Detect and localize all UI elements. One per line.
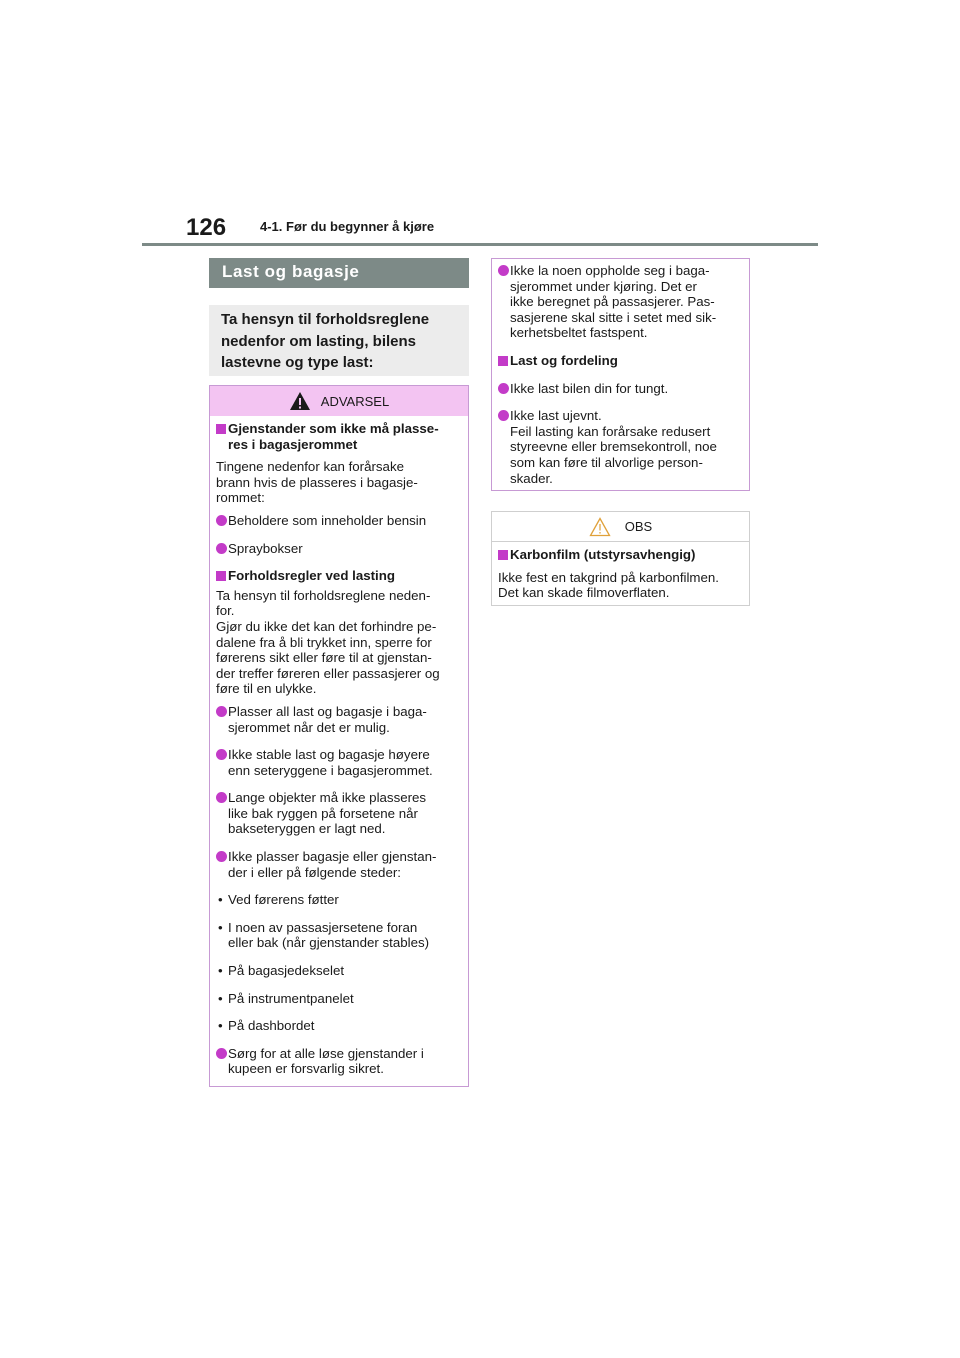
square-bullet-icon	[498, 356, 508, 366]
list-item	[216, 541, 462, 557]
list-item	[216, 1046, 462, 1077]
sub-list-item	[216, 1018, 462, 1034]
text-line: Feil lasting kan forårsake redusert	[510, 423, 711, 439]
page-title: Last og bagasje	[209, 258, 469, 288]
subheading	[216, 568, 462, 584]
paragraph	[498, 570, 743, 601]
text-line: Ikke la noen oppholde seg i baga-	[510, 263, 710, 278]
dot-bullet-icon	[498, 410, 509, 421]
page-number: 126	[186, 214, 227, 241]
text-line: Ta hensyn til forholdsreglene neden-	[216, 587, 431, 603]
text-line: sjerommet under kjøring. Det er	[510, 278, 697, 294]
square-bullet-icon	[498, 550, 508, 560]
list-item	[216, 704, 462, 735]
subheading	[498, 353, 743, 369]
text-line: for.	[216, 603, 235, 619]
text-line: Forholdsregler ved lasting	[228, 568, 395, 584]
dot-bullet-icon	[216, 515, 227, 526]
text-line: bakseteryggen er lagt ned.	[228, 821, 386, 837]
bullet-point: •	[218, 919, 223, 935]
text-line: Plasser all last og bagasje i baga-	[228, 703, 427, 719]
text-line: Tingene nedenfor kan forårsake	[216, 459, 405, 475]
warning-label: ADVARSEL	[320, 393, 390, 409]
text-line: Last og fordeling	[510, 352, 618, 368]
text-line: På bagasjedekselet	[228, 963, 345, 979]
text-line: Beholdere som inneholder bensin	[228, 512, 427, 528]
text-line: Ikke last bilen din for tungt.	[510, 380, 669, 396]
intro-line: Ta hensyn til forholdsreglene	[221, 311, 430, 328]
text-line: eller bak (når gjenstander stables)	[228, 935, 430, 951]
square-bullet-icon	[216, 571, 226, 581]
dot-bullet-icon	[216, 749, 227, 760]
text-line: brann hvis de plasseres i bagasje-	[216, 474, 418, 490]
text-line: Ikke fest en takgrind på karbonfilmen.	[498, 569, 719, 585]
dot-bullet-icon	[216, 792, 227, 803]
dot-bullet-icon	[216, 543, 227, 554]
bullet-point: •	[218, 892, 223, 908]
text-line: der treffer føreren eller passasjerer og	[216, 665, 440, 681]
text-line: Det kan skade filmoverflaten.	[498, 585, 670, 601]
dot-bullet-icon	[216, 1048, 227, 1059]
text-line: føre til en ulykke.	[216, 681, 317, 697]
sub-list-item	[216, 963, 462, 979]
text-line: rommet:	[216, 490, 265, 506]
paragraph	[216, 588, 462, 697]
dot-bullet-icon	[498, 265, 509, 276]
text-line: enn seteryggene i bagasjerommet.	[228, 762, 433, 778]
bullet-point: •	[218, 1018, 223, 1034]
subheading	[498, 547, 743, 563]
text-line: Karbonfilm (utstyrsavhengig)	[510, 547, 696, 562]
text-line: Ikke plasser bagasje eller gjenstan-	[228, 849, 437, 865]
text-line: res i bagasjerommet	[228, 436, 358, 452]
notice-content	[492, 542, 749, 601]
text-line: sjerommet når det er mulig.	[228, 719, 390, 735]
caution-triangle-icon	[589, 517, 611, 537]
text-line: som kan føre til alvorlige person-	[510, 454, 703, 470]
text-line: like bak ryggen på forsetene når	[228, 805, 418, 821]
text-line: Ikke stable last og bagasje høyere	[228, 747, 430, 763]
text-line: der i eller på følgende steder:	[228, 864, 401, 880]
list-item	[216, 747, 462, 778]
text-line: skader.	[510, 470, 553, 486]
subheading	[216, 421, 462, 452]
bullet-point: •	[218, 990, 223, 1006]
notice-header	[492, 512, 749, 542]
sub-list-item	[216, 991, 462, 1007]
text-line: Lange objekter må ikke plasseres	[228, 790, 427, 806]
text-line: I noen av passasjersetene foran	[228, 919, 418, 935]
text-line: sasjerene skal sitte i setet med sik-	[510, 309, 717, 325]
notice-box	[491, 511, 750, 606]
text-line: Ved førerens føtter	[228, 892, 339, 908]
list-item	[216, 790, 462, 837]
square-bullet-icon	[216, 424, 226, 434]
warning-box-continued	[491, 258, 750, 491]
intro-box	[209, 305, 469, 376]
text-line: ikke beregnet på passasjerer. Pas-	[510, 294, 715, 310]
list-item	[498, 408, 743, 486]
text-line: dalene fra å bli trykket inn, sperre for	[216, 634, 432, 650]
intro-line: lastevne og type last:	[221, 354, 374, 371]
warning-box	[209, 385, 469, 1087]
bullet-point: •	[218, 963, 223, 979]
warning-content	[492, 259, 749, 486]
notice-label: OBS	[624, 519, 653, 534]
sub-list-item	[216, 920, 462, 951]
warning-triangle-icon	[289, 391, 311, 411]
text-line: På instrumentpanelet	[228, 990, 354, 1006]
intro-line: nedenfor om lasting, bilens	[221, 332, 417, 350]
text-line: Sørg for at alle løse gjenstander i	[228, 1045, 424, 1061]
warning-content	[210, 416, 468, 1077]
text-line: førerens sikt eller føre til at gjenstan-	[216, 650, 432, 666]
text-line: Gjenstander som ikke må plasse-	[228, 421, 439, 436]
dot-bullet-icon	[498, 383, 509, 394]
list-item	[498, 263, 743, 341]
dot-bullet-icon	[216, 706, 227, 717]
text-line: kerhetsbeltet fastspent.	[510, 325, 648, 341]
text-line: Ikke last ujevnt.	[510, 408, 602, 424]
text-line: Gjør du ikke det kan det forhindre pe-	[216, 618, 437, 634]
warning-header	[210, 386, 468, 416]
list-item	[216, 513, 462, 529]
list-item	[498, 381, 743, 397]
paragraph	[216, 459, 462, 506]
section-heading: 4-1. Før du begynner å kjøre	[260, 219, 435, 234]
dot-bullet-icon	[216, 851, 227, 862]
text-line: kupeen er forsvarlig sikret.	[228, 1061, 384, 1077]
text-line: På dashbordet	[228, 1018, 315, 1034]
text-line: Spraybokser	[228, 540, 303, 556]
text-line: styreevne eller bremsekontroll, noe	[510, 439, 717, 455]
header-rule	[142, 243, 818, 246]
sub-list-item	[216, 892, 462, 908]
list-item	[216, 849, 462, 880]
